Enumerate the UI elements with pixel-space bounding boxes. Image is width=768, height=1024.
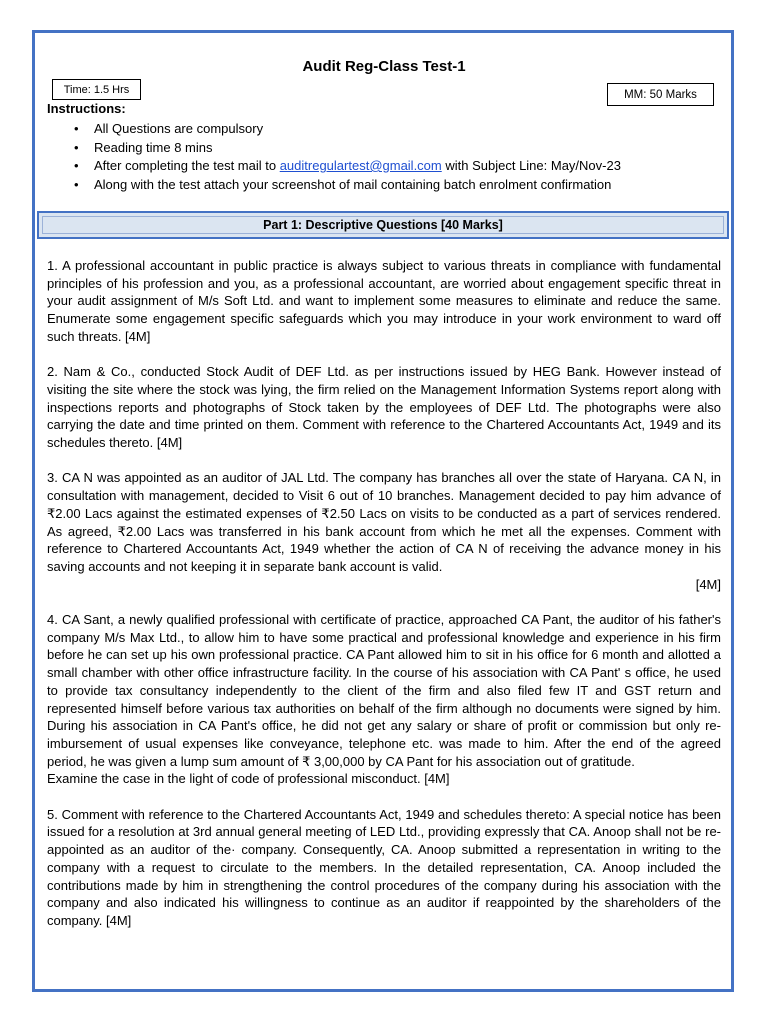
part1-heading: Part 1: Descriptive Questions [40 Marks] bbox=[263, 218, 503, 232]
time-label: Time: 1.5 Hrs bbox=[63, 83, 130, 96]
question-3 bbox=[47, 469, 721, 593]
instructions-list bbox=[74, 120, 621, 194]
bullet-icon: • bbox=[74, 176, 79, 192]
instruction-item bbox=[74, 139, 621, 158]
instruction-text: All Questions are compulsory bbox=[94, 121, 264, 136]
bullet-icon: • bbox=[74, 158, 79, 173]
question-4-text: 4. CA Sant, a newly qualified professional with certificate of practice, approached CA Pant, the auditor of his father's company M/s Max Ltd., to allow him to have some practical and professional knowledge and experience in his firm before he can set up his own professional practice. CA Pant allowed him to sit in his office for 6 month and allotted a small chamber with other office infrastructure facility. In the course of his association with CA Pant' s office, he used to provide tax consultancy independently to the client of the firm and also filed few IT and GST return and represented himself before various tax authorities on behalf of the firm although no documents were signed by him. During his association in CA Pant's office, he did not get any salary or share of profit or commission but only re-imbursement of usual expenses like conveyance, telephone etc. was made to him. After the end of the agreed period, he was given a lump sum amount of ₹ 3,00,000 by CA Pant for his association out of gratitude. bbox=[47, 612, 721, 769]
max-marks-label: MM: 50 Marks bbox=[624, 88, 697, 101]
question-4 bbox=[47, 611, 721, 788]
instruction-item bbox=[74, 120, 621, 139]
instruction-item bbox=[74, 157, 621, 176]
question-3-text: 3. CA N was appointed as an auditor of JAL Ltd. The company has branches all over the state of Haryana. CA N, in consultation with management, decided to Visit 6 out of 10 branches. Management decided to pay him advance of ₹2.00 Lacs against the estimated expenses of ₹2.50 Lacs on visits to be conducted as a part of services rendered. As agreed, ₹2.00 Lacs was transferred in his bank account from which he met all the expenses. Comment with reference to Chartered Accountants Act, 1949 whether the action of CA N of receiving the advance money in his saving accounts and not keeping it in separate bank account is valid. bbox=[47, 470, 721, 574]
instruction-text: Along with the test attach your screenshot of mail containing batch enrolment confirmation bbox=[94, 176, 612, 192]
bullet-icon: • bbox=[74, 121, 79, 136]
instruction-mail-prefix: After completing the test mail to bbox=[94, 158, 280, 173]
question-4-tail: Examine the case in the light of code of professional misconduct. [4M] bbox=[47, 771, 450, 787]
question-5: 5. Comment with reference to the Chartered Accountants Act, 1949 and schedules thereto: A special notice has been issued for a resolution at 3rd annual general meeting of LED Ltd., providing expressly that CA. Anoop shall not be re-appointed as an auditor of the· company. Consequently, CA. Anoop submitted a representation in writing to the company with a request to circulate to the members. In the detailed representation, CA. Anoop included the contributions made by him in strengthening the control procedures of the company during his association with the company and also indicated his willingness to continue as an auditor if reappointed by the shareholders of the company. [4M] bbox=[47, 806, 721, 928]
bullet-icon: • bbox=[74, 139, 79, 155]
email-link[interactable]: auditregulartest@gmail.com bbox=[279, 158, 442, 173]
question-2: 2. Nam & Co., conducted Stock Audit of DEF Ltd. as per instructions issued by HEG Bank. However instead of visiting the site where the stock was lying, the firm relied on the Management Information Systems report along with inspections reports and photographs of Stock taken by the employees of DEF Ltd. The photographs were also carrying the date and time printed on them. Comment with reference to the Chartered Accountants Act, 1949 and its schedules thereto. [4M] bbox=[47, 364, 721, 451]
instructions-heading: Instructions: bbox=[47, 101, 126, 116]
question-3-marks: [4M] bbox=[695, 576, 721, 592]
time-box bbox=[52, 79, 141, 100]
questions-section bbox=[47, 257, 721, 947]
instruction-item bbox=[74, 176, 621, 195]
instruction-text: Reading time 8 mins bbox=[94, 139, 213, 155]
max-marks-box bbox=[607, 83, 714, 106]
part1-header bbox=[37, 211, 729, 239]
instruction-mail-suffix: with Subject Line: May/Nov-23 bbox=[441, 158, 621, 173]
question-1: 1. A professional accountant in public practice is always subject to various threats in compliance with fundamental principles of his profession and you, as a professional accountant, are worried about engagement specific threat in your audit assignment of M/s Soft Ltd. and want to implement some measures to eliminate and reduce the same. Enumerate some engagement specific safeguards which you may introduce in your work environment to ward off such threats. [4M] bbox=[47, 258, 721, 344]
page-title: Audit Reg-Class Test-1 bbox=[302, 58, 466, 75]
